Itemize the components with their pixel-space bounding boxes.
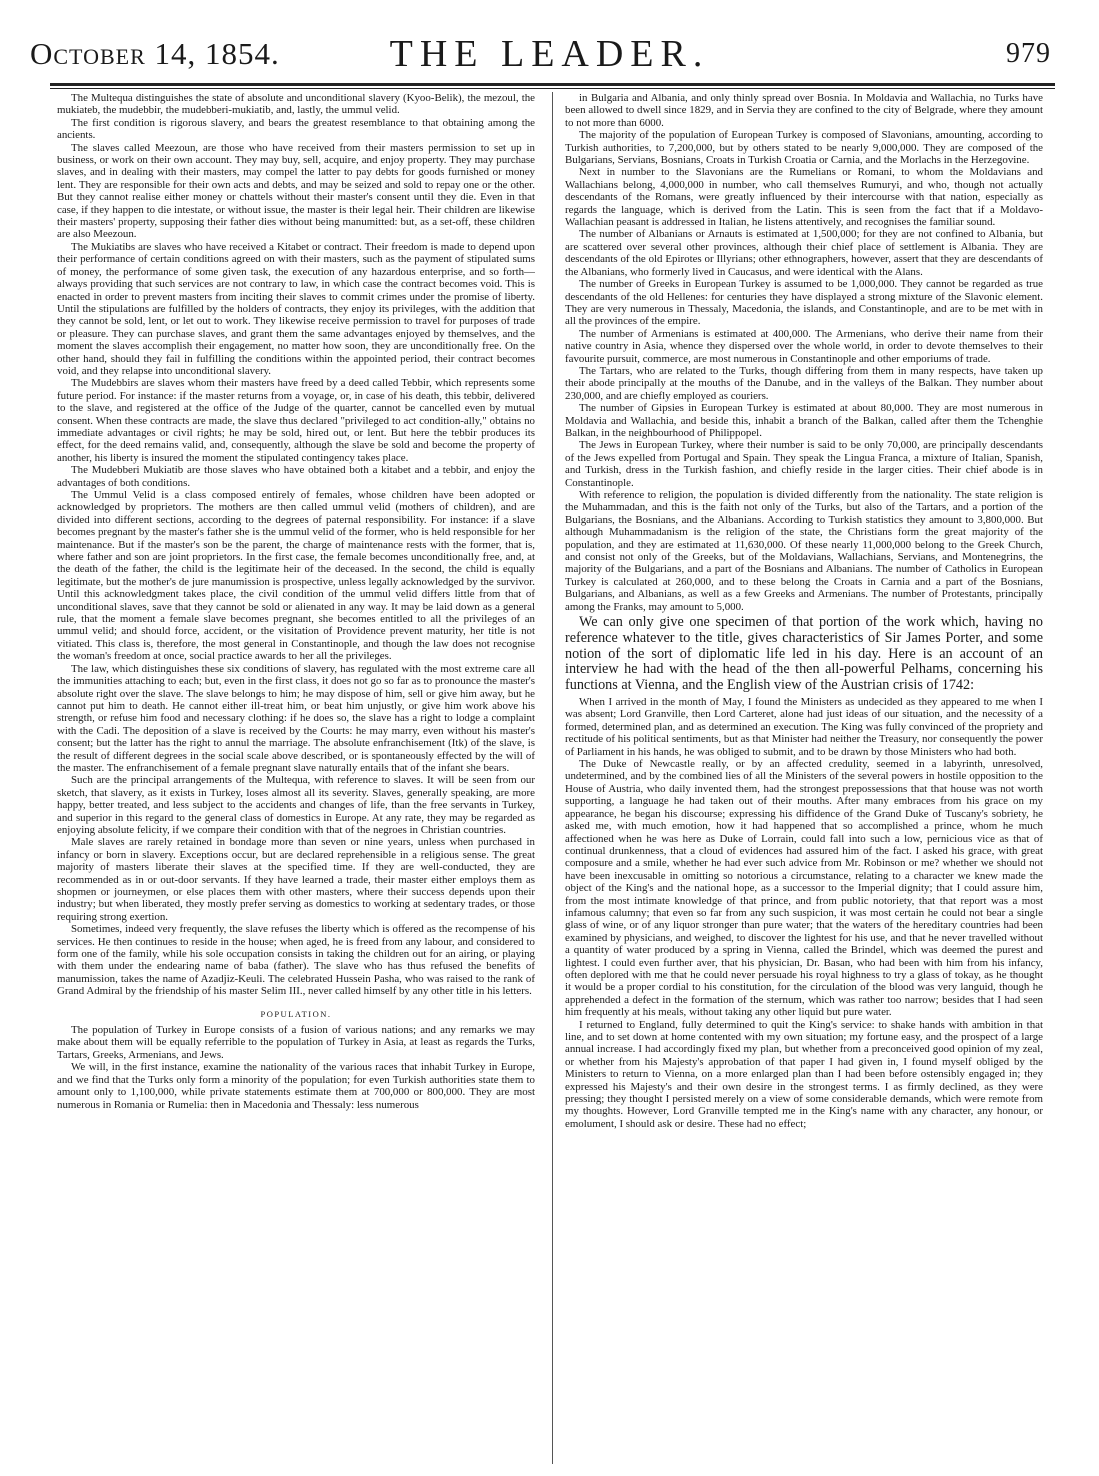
article-paragraph: The Multequa distinguishes the state of absolute and unconditional slavery (Kyoo-Belik), the mezoul, the mukiateb, the mudebbir, the mudebberi-mukiatib, and, lastly, the ummul velid. (57, 92, 535, 117)
article-paragraph: The number of Gipsies in European Turkey is estimated at about 80,000. They are most numerous in Moldavia and Wallachia, and beside this, inhabit a branch of the Balkan, called after them the Tchenghie Balkan, in the neighbourhood of Philippopel. (565, 402, 1043, 439)
article-paragraph: The number of Greeks in European Turkey is assumed to be 1,000,000. They cannot be regarded as true descendants of the old Hellenes: for centuries they have displayed a strong mixture of the Slavonic element. They are very numerous in Thessaly, Macedonia, the islands, and Constantinople, and are to be met with in all the provinces of the empire. (565, 278, 1043, 328)
article-paragraph: The Mudebbirs are slaves whom their masters have freed by a deed called Tebbir, which represents some future period. For instance: if the master returns from a voyage, or, in case of his death, this tebbir, delivered to the slave, and registered at the office of the Judge of the quarter, cannot be cancelled even by mutual consent. When these contracts are made, the slave thus declared "privileged to act condition-ally," obtains no immediate advantages or civil rights; he may be sold, hired out, or lent. But here the tebbir produces its effect, for the deed remains valid, and, consequently, although the slave be sold and become the property of another, his liberty is insured the moment the stipulated contingency takes place. (57, 377, 535, 464)
article-paragraph: Such are the principal arrangements of the Multequa, with reference to slaves. It will be seen from our sketch, that slavery, as it exists in Turkey, loses almost all its severity. Slaves, generally speaking, are more happy, better treated, and less subject to the accidents and changes of life, than the free servants in Turkey, and superior in this regard to the general class of domestics in Europe. At any rate, they may be regarded as enjoying absolute felicity, if we compare their condition with that of the negroes in Christian countries. (57, 774, 535, 836)
newspaper-title: THE LEADER. (389, 33, 710, 75)
article-paragraph: The majority of the population of European Turkey is composed of Slavonians, amounting, according to Turkish authorities, to 7,200,000, but by others stated to be nearly 9,000,000. They are composed of the Bulgarians, Servians, Bosnians, Croats in Turkish Croatia or Carnia, and the Morlachs in the Herzegovine. (565, 129, 1043, 167)
article-paragraph: Male slaves are rarely retained in bondage more than seven or nine years, unless when purchased in infancy or born in slavery. Exceptions occur, but are declared reprehensible in a religious sense. The great majority of masters liberate their slaves at the specified time. If they are well-conducted, they are recommended as in or out-door servants. If they have learned a trade, their master either employs them as shopmen or journeymen, or else places them with other masters, where their success depends upon their industry; but when liberated, they mostly prefer serving as domestics to working at sedentary trades, or those requiring strong exertion. (57, 836, 535, 923)
article-paragraph: With reference to religion, the population is divided differently from the nationality. The state religion is the Muhammadan, and this is the faith not only of the Turks, but also of the Tartars, and a portion of the Bulgarians, the Bosnians, and the Albanians. According to Turkish statistics they amount to 3,800,000. But although Muhammadanism is the religion of the state, the Christians form the great majority of the population, and they are estimated at 11,630,000. Of these nearly 11,000,000 belong to the Greek Church, and consist not only of the Greeks, but of the Moldavians, Wallachians, Servians, and Montenegrins, the majority of the Bulgarians, and a part of the Bosnians and Albanians. The number of Catholics in European Turkey is calculated at 260,000, and to these belong the Croats in Carnia and a part of the Bosnians, Bulgarians, and Albanians, as well as a few Greeks and Armenians. The number of Protestants, principally among the Franks, may amount to 5,000. (565, 489, 1043, 613)
article-paragraph: The number of Albanians or Arnauts is estimated at 1,500,000; for they are not confined to Albania, but are scattered over several other provinces, although their chief place of settlement is Albania. They are descendants of the old Epirotes or Illyrians; other ethnographers, however, assert that they are descendants of the Albanians, who formerly lived in Caucasus, and were identical with the Alans. (565, 228, 1043, 278)
masthead-rule-thick (50, 83, 1055, 86)
article-paragraph: The slaves called Meezoun, are those who have received from their masters permission to set up in business, or work on their own account. They may buy, sell, acquire, and enjoy property. They may purchase slaves, and in dealing with their masters, may compel the latter to pay debts for goods furnished or money lent. They are responsible for their own acts and debts, and may be seized and sold to repay one or the other. But they cannot realise either money or chattels without their master's consent until they die. Even in that case, if they happen to die intestate, or without issue, the master is their legal heir. Their children are likewise their masters' property, supposing their father dies without being manumitted: but, as a set-off, these children are also Meezoun. (57, 141, 535, 241)
left-column (57, 92, 535, 1464)
article-paragraph: Next in number to the Slavonians are the Rumelians or Romani, to whom the Moldavians and Wallachians belong, 4,000,000 in number, who call themselves Rumuryi, and who, though not actually descendants of the Romans, were greatly influenced by their intercourse with that nation, especially as regards the language, which is derived from the Latin. This is seen from the fact that if a Moldavo-Wallachian peasant is addressed in Italian, he listens attentively, and recognises the familiar sound. (565, 166, 1043, 229)
column-divider (552, 92, 553, 1464)
issue-date: October 14, 1854. (30, 36, 280, 71)
article-paragraph: The Mudebberi Mukiatib are those slaves who have obtained both a kitabet and a tebbir, and enjoy the advantages of both conditions. (57, 464, 535, 489)
page-number: 979 (1006, 38, 1051, 69)
masthead (0, 0, 1099, 90)
quoted-paragraph: When I arrived in the month of May, I found the Ministers as undecided as they appeared to me when I was absent; Lord Granville, then Lord Carteret, alone had just ideas of our situation, and the necessity of a formed, determined plan, and as determined an execution. The King was fully convinced of the propriety and rectitude of his political sentiments, but as that Minister had neither the Treasury, nor consequently the power of Parliament in his hands, he was obliged to submit, and to be drawn by those Ministers who had both. (565, 696, 1043, 758)
article-paragraph: The Jews in European Turkey, where their number is said to be only 70,000, are principally descendants of the Jews expelled from Portugal and Spain. They speak the Lingua Franca, a mixture of Italian, Spanish, and Turkish, dress in the Turkish fashion, and chiefly reside in the larger cities. Their chief abode is in Constantinople. (565, 439, 1043, 489)
quoted-paragraph: The Duke of Newcastle really, or by an affected credulity, seemed in a labyrinth, unresolved, undetermined, and by the combined lies of all the Ministers of the several powers in hostile opposition to the House of Austria, who daily invented them, had the strongest prepossessions that that house was not worth supporting, a language he had taken out of their mouths. After many embraces from his grace on my appearance, he began his discourse; expressing his diffidence of the Grand Duke of Tuscany's sobriety, he asked me, with much emotion, how it had happened that so accomplished a prince, whom he much affectioned when he was here as Duke of Lorrain, could fall into such a low, pernicious vice as that of continual drunkenness, that a cloud of evidences had assured him of the fact. I asked his grace, with great composure and a smile, whether he had ever such advice from Mr. Robinson or me? whether we should not have been inexcusable in omitting so notorious a circumstance, relating to a character we knew made the object of the King's and the national hope, as a successor to the Imperial dignity; that I could assure him, from the most intimate knowledge of that prince, and from public notoriety, that that report was a most infamous calumny; that even so far from any such suspicion, it was most certain he could not bear a single glass of wine, or of any liquor stronger than pure water; that the waters of the hereditary countries had been examined by physicians, and weighed, to discover the lightest for his use, and that he never travelled without a quantity of water produced by a spring in Vienna, called the Brindel, which was deemed the purest and lightest. I could even further aver, that his physician, Dr. Basan, who had been with him from his infancy, often deplored with me that he could never persuade his royal highness to try a glass of tokay, as he thought it would be a proper cordial to his constitution, for the circulation of the blood was very languid, though he apprehended a defect in the formation of the sternum, which was rather too narrow; besides that I had seen him frequently at his meals, without taking any other liquid but pure water. (565, 758, 1043, 1019)
section-heading-population: POPULATION. (260, 1008, 332, 1019)
right-column (565, 92, 1043, 1464)
article-paragraph: Sometimes, indeed very frequently, the slave refuses the liberty which is offered as the recompense of his services. He then continues to reside in the house; when aged, he is freed from any labour, and considered to form one of the family, while his sole occupation consists in taking the children out for an airing, or playing with them under the endearing name of baba (father). The slave who has thus refused the benefits of manumission, takes the name of Azadjiz-Keuli. The celebrated Hussein Pasha, who was raised to the rank of Grand Admiral by the friendship of his master Selim III., never called himself by any other title in his letters. (57, 923, 535, 998)
quoted-paragraph: I returned to England, fully determined to quit the King's service: to shake hands with ambition in that line, and to set down at home contented with my own situation; my fortune easy, and the prospect of a large annual increase. I had accordingly fixed my plan, but whether from a preconceived good opinion of my zeal, or whether from his Majesty's approbation of that paper I had given in, I found myself obliged by the Ministers to return to Vienna, on a more enlarged plan than I had been before ostensibly engaged in; they expressed his Majesty's and their own desire in the strongest terms. I as firmly declined, as they were pressing; they thought I persisted merely on a view of some considerable demands, which were remote from my thoughts. However, Lord Granville tempted me in the King's name with any character, any honour, or emolument, I should ask or desire. These had no effect; (565, 1018, 1043, 1130)
review-intro-paragraph: We can only give one specimen of that portion of the work which, having no reference whatever to the title, gives characteristics of Sir James Porter, and some notion of the sort of diplomatic life led in his day. Here is an account of an interview he had with the head of the then all-powerful Pelhams, concerning his functions at Vienna, and the English view of the Austrian crisis of 1742: (565, 614, 1043, 694)
article-paragraph: The population of Turkey in Europe consists of a fusion of various nations; and any remarks we may make about them will be equally referrible to the population of Turkey in Asia, at least as regards the Turks, Tartars, Greeks, Armenians, and Jews. (57, 1024, 535, 1061)
article-paragraph: The law, which distinguishes these six conditions of slavery, has regulated with the most extreme care all the immunities attaching to each; but, even in the first class, it does not go so far as to pronounce the master's absolute right over the slave. The slave belongs to him; he may dispose of him, sell or give him away, but he cannot put him to death. He cannot either ill-treat him, or beat him unjustly, or give him work above his strength, or refuse him food and necessary clothing: if he does so, the slave has a right to lodge a complaint with the Cadi. The deposition of a slave is received by the Courts: he may marry, even without his master's consent; but the latter has the right to annul the marriage. The absolute enfranchisement (Itk) of the slave, is the result of different degrees in the social scale above described, or is spontaneously effected by the will of the master. The enfranchisement of a female pregnant slave naturally entails that of the infant she bears. (57, 662, 535, 774)
article-paragraph: The number of Armenians is estimated at 400,000. The Armenians, who derive their name from their native country in Asia, whence they dispersed over the whole world, in order to devote themselves to their favourite pursuit, commerce, are most numerous in Constantinople and other emporiums of trade. (565, 327, 1043, 365)
masthead-rule-thin (50, 88, 1055, 89)
article-paragraph: We will, in the first instance, examine the nationality of the various races that inhabit Turkey in Europe, and we find that the Turks only form a minority of the population; for even Turkish authorities state them to amount only to 1,100,000, while private statements estimate them at 700,000 or 800,000. They are most numerous in Romania or Rumelia: then in Macedonia and Thessaly: less numerous (57, 1061, 535, 1111)
article-paragraph: The Ummul Velid is a class composed entirely of females, whose children have been adopted or acknowledged by proprietors. The mothers are then called ummul velid (mothers of children), and are divided into different sections, according to the degrees of paternal responsibility. For instance: if a slave becomes pregnant by the master's father she is the ummul velid of the former, who is held responsible for her maintenance. But if the master's son be the parent, the charge of maintenance rests with the former, that is, where father and son are joint proprietors. In the first case, the female becomes unconditionally free, and, at the death of the father, the child is the legitimate heir of the deceased. In the second, the child is equally legitimate, but the mother's de jure manumission is prospective, unless legally acknowledged by the survivor. Until this acknowledgment takes place, the civil condition of the ummul velid differs little from that of unconditional slaves, save that they cannot be sold or alienated in any way. It may be laid down as a general rule, that the moment a female slave becomes pregnant, she becomes entitled to all the privileges of an ummul velid; and should force, accident, or the visitation of Providence prevent maturity, her title is not vitiated. This class is, therefore, the most general in Constantinople, and though the law does not recognise the woman's freedom at once, social practice awards to her all the privileges. (57, 489, 535, 663)
article-paragraph: The Mukiatibs are slaves who have received a Kitabet or contract. Their freedom is made to depend upon their performance of certain conditions agreed on with their masters, such as the payment of stipulated sums of money, the performance of some given task, the execution of any hazardous enterprise, and so forth—always providing that such services are not contrary to law, in which case the contract becomes void. This is enacted in order to prevent masters from inciting their slaves to commit crimes under the promise of liberty. Until the stipulations are fulfilled by the holders of contracts, they enjoy its privileges, with the addition that they cannot be sold, lent, or let out to work. They likewise receive permission to travel for purposes of trade or pleasure. They can purchase slaves, and grant them the same advantages enjoyed by themselves, and the moment the slaves accomplish their engagement, no matter how soon, they are unconditionally free. On the other hand, should they fail in fulfilling the conditions within the appointed period, their contract becomes void, and they relapse into unconditional slavery. (57, 240, 535, 377)
article-paragraph: in Bulgaria and Albania, and only thinly spread over Bosnia. In Moldavia and Wallachia, no Turks have been allowed to dwell since 1829, and in Servia they are confined to the city of Belgrade, where they amount to not more than 6000. (565, 92, 1043, 129)
article-paragraph: The first condition is rigorous slavery, and bears the greatest resemblance to that obtaining among the ancients. (57, 116, 535, 142)
article-paragraph: The Tartars, who are related to the Turks, though differing from them in many respects, have taken up their abode principally at the mouths of the Danube, and in the valleys of the Balkan. They number about 230,000, and are chiefly employed as couriers. (565, 364, 1043, 402)
